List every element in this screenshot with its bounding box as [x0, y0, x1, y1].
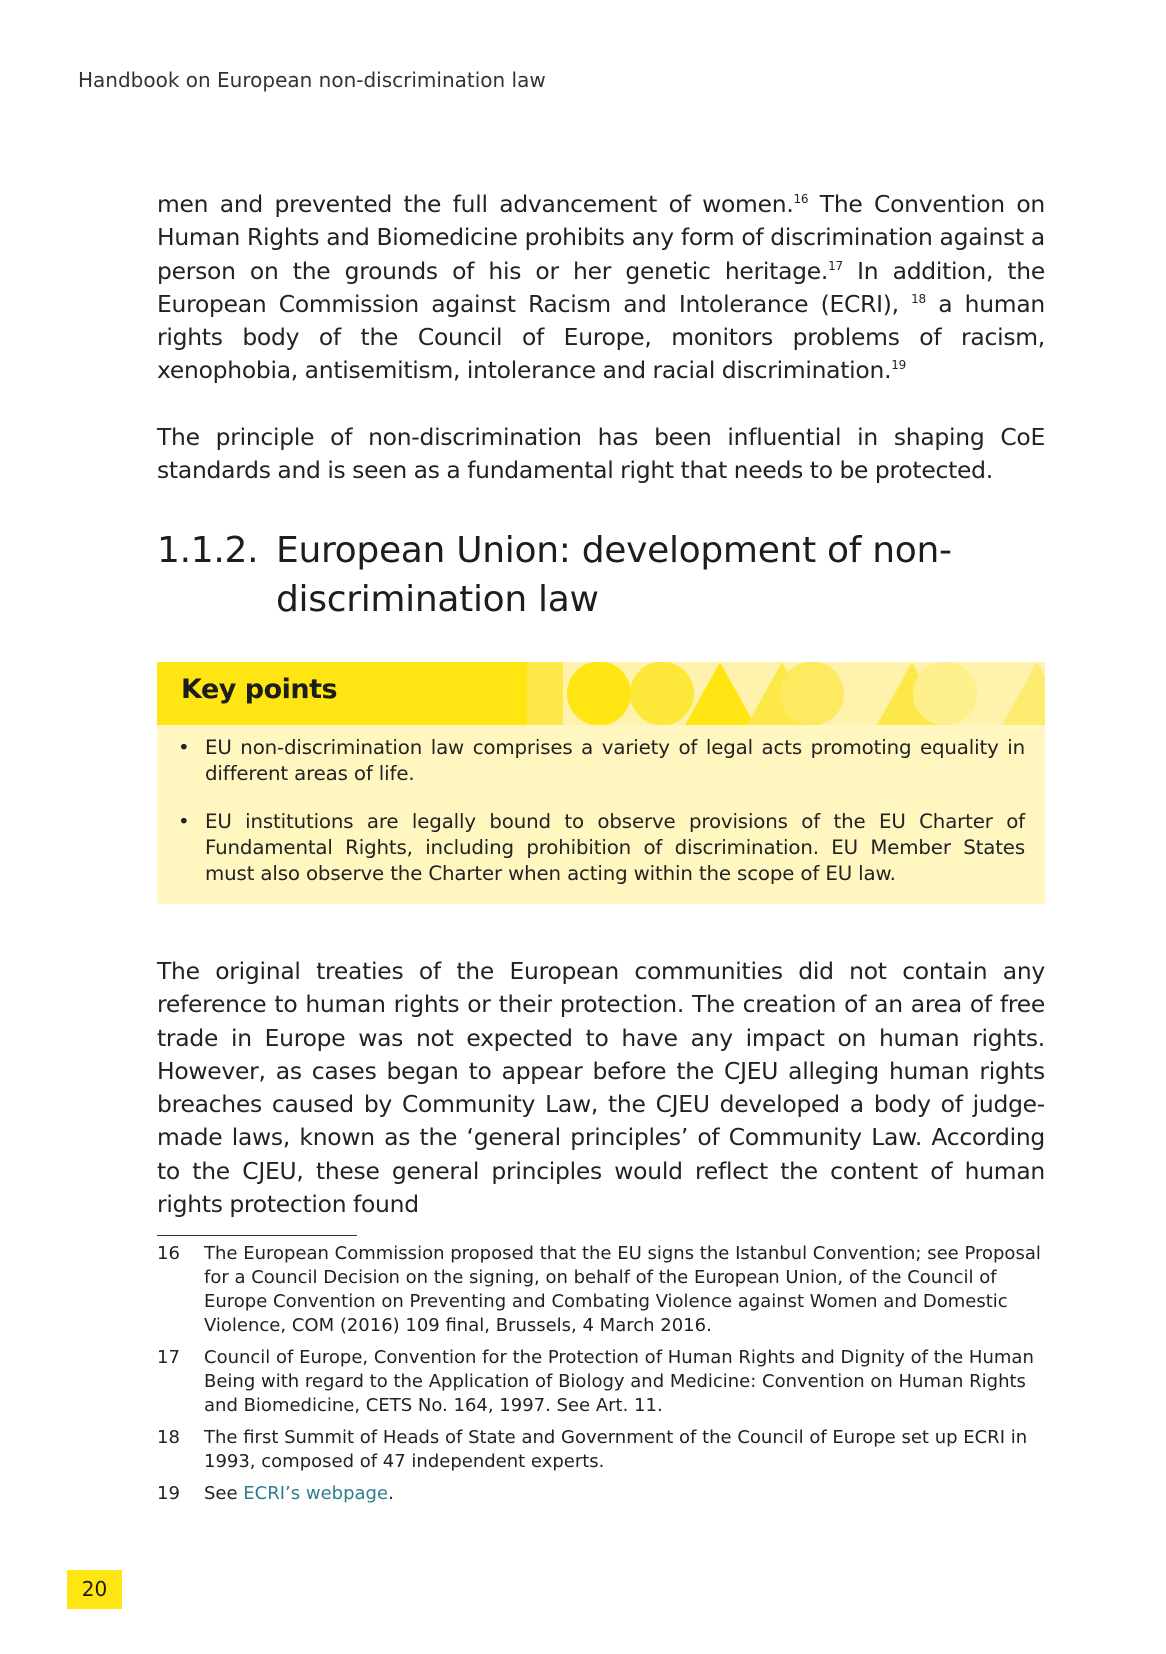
paragraph-principle: The principle of non-discrimination has been influential in shaping CoE standards and is seen as a fundamental right that needs to be protected.	[157, 423, 1045, 485]
footnote-prefix: See	[204, 1483, 244, 1504]
footnote-19	[157, 1482, 1047, 1506]
footnote-18	[157, 1426, 1047, 1474]
footnote-number: 16	[157, 1243, 180, 1264]
running-header: Handbook on European non-discrimination law	[78, 68, 546, 92]
footnote-text: The European Commission proposed that the EU signs the Istanbul Convention; see Proposal for a Council Decision on the signing, on behalf of the European Union, of the Council of Europe Convention on Preventing and Combating Violence against Women and Domestic Violence, COM (2016) 109 final, Brussels, 4 March 2016.	[204, 1243, 1041, 1336]
text-run: The Convention on Human Rights and Biomedicine prohibits any form of discrimination against a person on the grounds of his or her genetic heritage.	[157, 190, 1045, 285]
key-point-item	[157, 735, 1045, 787]
bullet-icon: •	[178, 736, 190, 759]
text-run: In addition, the European Commission against Racism and Intolerance (ECRI),	[157, 256, 1046, 318]
footnote-ref-18[interactable]: 18	[911, 292, 926, 307]
footnote-17	[157, 1346, 1047, 1418]
key-point-text: EU institutions are legally bound to observe provisions of the EU Charter of Fundamental Rights, including prohibition of discrimination. EU Member States must also observe the Charter when acting within the scope of EU law.	[205, 810, 1025, 885]
footnote-number: 18	[157, 1427, 180, 1448]
paragraph-intro	[157, 188, 1045, 388]
page-number: 20	[67, 1570, 122, 1609]
text-run: a human rights body of the Council of Europe, monitors problems of racism, xenophobia, antisemitism, intolerance and racial discrimination.	[157, 289, 1045, 385]
paragraph-original-treaties: The original treaties of the European communities did not contain any reference to human rights or their protection. The creation of an area of free trade in Europe was not expected to have any impact on human rights. However, as cases began to appear before the CJEU alleging human rights breaches caused by Community Law, the CJEU developed a body of judge-made laws, known as the ‘general principles’ of Community Law. According to the CJEU, these general principles would reflect the content of human rights protection found	[157, 957, 1045, 1219]
footnote-ref-19[interactable]: 19	[891, 358, 907, 373]
section-heading	[157, 526, 956, 624]
footnote-divider	[157, 1235, 357, 1236]
footnote-text: The first Summit of Heads of State and Government of the Council of Europe set up ECRI in 1993, composed of 47 independent experts.	[204, 1427, 1028, 1472]
footnote-suffix: .	[388, 1483, 394, 1504]
section-number: 1.1.2.	[157, 530, 259, 571]
section-title: European Union: development of non-discrimination law	[276, 530, 952, 620]
footnotes	[157, 1242, 1047, 1514]
footnote-16	[157, 1242, 1047, 1338]
footnote-ref-16[interactable]: 16	[793, 192, 809, 207]
ecri-webpage-link[interactable]: ECRI’s webpage	[243, 1483, 389, 1504]
key-points-list	[157, 735, 1045, 909]
key-points-header	[157, 662, 1045, 725]
decorative-shapes-icon	[527, 662, 1045, 725]
text-run: men and prevented the full advancement of women.	[157, 190, 794, 218]
key-point-text: EU non-discrimination law comprises a variety of legal acts promoting equality in different areas of life.	[205, 736, 1025, 785]
footnote-number: 19	[157, 1483, 180, 1504]
key-points-box	[157, 662, 1045, 904]
key-points-title: Key points	[181, 674, 338, 705]
footnote-number: 17	[157, 1347, 180, 1368]
bullet-icon: •	[178, 810, 190, 833]
footnote-text: Council of Europe, Convention for the Protection of Human Rights and Dignity of the Human Being with regard to the Application of Biology and Medicine: Convention on Human Rights and Biomedicine, CETS No. 164, 1997. See Art. 11.	[204, 1347, 1034, 1416]
key-point-item	[157, 809, 1045, 887]
footnote-ref-17[interactable]: 17	[828, 258, 843, 273]
